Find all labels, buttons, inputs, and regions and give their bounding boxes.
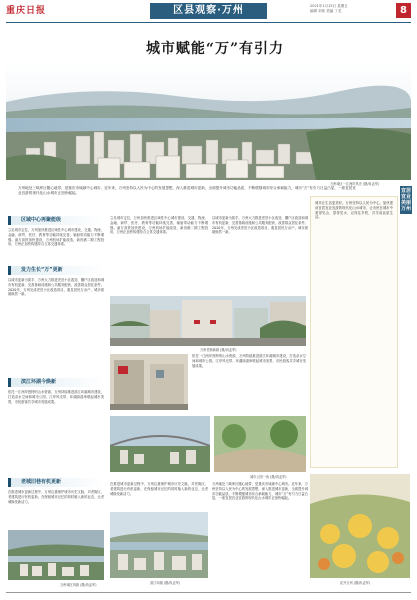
page-number: 8	[396, 3, 411, 18]
flowers-photo	[310, 474, 410, 578]
middle-body-5: 万州地处三峡库区腹心地带，是重庆市域副中心城市。近年来，万州坚持以人民为中心的发展思想，深入推进城市更新，全面提升城市功能品质，不断增强城市综合承载能力，城市“万”有引力日益凸显，一座宜居宜业宜游的现代化山水城市正加快崛起。	[212, 482, 308, 501]
hero-cityscape-image	[6, 62, 411, 180]
sidebar-label: 宜居宜业 美丽万州	[400, 188, 411, 212]
old-street-photo	[110, 354, 188, 410]
masthead-rule	[6, 22, 411, 23]
flowers-caption: 花开万州 (摄/冉孟军)	[340, 581, 371, 585]
sidebar-quote: 城市让生活更美好。万州坚持以人民为中心，加快建设宜居宜业宜游的现代化山水城市，让市民在城市中看得见山、望得见水、记得住乡愁，共享高品质生活。	[315, 201, 393, 220]
masthead	[0, 0, 417, 24]
riverside-caption: 滨江环湖 (摄/冉孟军)	[150, 581, 181, 585]
footer-rule	[6, 592, 411, 593]
section-title: 区县观察·万州	[150, 3, 267, 19]
section-body-2: 以城市更新为抓手，万州大力推进老旧小区改造、棚户区改造和城市有机更新，完善基础设施和公共服务配套，改善群众居住条件。2020年，万州完成老旧小区改造项目，惠及居民万余户，城市面貌焕然一新。	[8, 278, 104, 297]
aerial-photo	[8, 530, 104, 580]
middle-body-1: 立足城市定位，万州加快推进区域性中心城市建设，交通、物流、金融、商贸、医疗、教育等功能持续完善，辐射带动能力不断增强。渝万高铁加快建设，万州机场扩能改造，新田港二期工程投用，万州正加快构建综合立体交通体系。	[110, 216, 208, 235]
middle-body-3: 依托一江两岸独特的山水资源，万州持续推进滨江环湖城市建设，打造亲水空间和城市公园，江岸风光带、环湖绿道串联起城市美景，市民游客共享城市发展成果。	[192, 354, 306, 368]
hero-photo	[6, 62, 411, 180]
bridge-photo	[110, 416, 210, 472]
page-headline: 城市赋能“万”有引力	[145, 41, 285, 57]
middle-body-2: 以城市更新为抓手，万州大力推进老旧小区改造、棚户区改造和城市有机更新，完善基础设施和公共服务配套，改善群众居住条件。2020年，万州完成老旧小区改造项目，惠及居民万余户，城市面貌焕然一新。	[212, 216, 308, 235]
section-heading-2: 发力生长“万”更新	[8, 266, 104, 275]
middle-body-4: 在推进城市更新过程中，万州注重保护城市历史文脉，对老街区、老建筑进行有机更新，在保留城市记忆的同时植入新的业态，让老城焕发新活力。	[110, 482, 208, 496]
issue-date: 2021年1月15日 星期五	[310, 4, 348, 8]
newspaper-logo: 重庆日报	[6, 6, 47, 16]
riverside-photo	[110, 512, 208, 578]
park-photo	[214, 416, 306, 472]
park-caption: 城市公园一角 (摄/冉孟军)	[250, 475, 287, 479]
section-body-4: 在推进城市更新过程中，万州注重保护城市历史文脉，对老街区、老建筑进行有机更新，在保留城市记忆的同时植入新的业态，让老城焕发新活力。	[8, 490, 104, 504]
aerial-caption: 万州城区风貌 (摄/冉孟军)	[60, 583, 97, 587]
street-photo	[110, 296, 306, 346]
issue-editors: 编辑 刘伟 美编 丁龙	[310, 9, 342, 13]
section-heading-3: 滨江环湖今焕新	[8, 378, 104, 387]
hero-caption: 万州城区一江两岸风光 (摄/冉孟军)	[330, 182, 380, 186]
sidebar-quote-box	[310, 196, 398, 468]
section-body-3: 依托一江两岸独特的山水资源，万州持续推进滨江环湖城市建设，打造亲水空间和城市公园，江岸风光带、环湖绿道串联起城市美景，市民游客共享城市发展成果。	[8, 390, 104, 404]
issue-meta	[310, 4, 390, 14]
lede-paragraph: 万州地处三峡库区腹心地带，是重庆市域副中心城市。近年来，万州坚持以人民为中心的发展思想，深入推进城市更新，全面提升城市功能品质，不断增强城市综合承载能力，城市“万”有引力日益凸显，一座宜居宜业宜游的现代化山水城市正加快崛起。	[18, 186, 356, 196]
section-body-1: 立足城市定位，万州加快推进区域性中心城市建设，交通、物流、金融、商贸、医疗、教育等功能持续完善，辐射带动能力不断增强。渝万高铁加快建设，万州机场扩能改造，新田港二期工程投用，万州正加快构建综合立体交通体系。	[8, 228, 104, 247]
section-heading-1: 区域中心再聚能级	[8, 216, 104, 225]
street-caption: 万州老街新貌 (摄/冉孟军)	[200, 348, 237, 352]
section-heading-4: 老城旧巷有机更新	[8, 478, 104, 487]
